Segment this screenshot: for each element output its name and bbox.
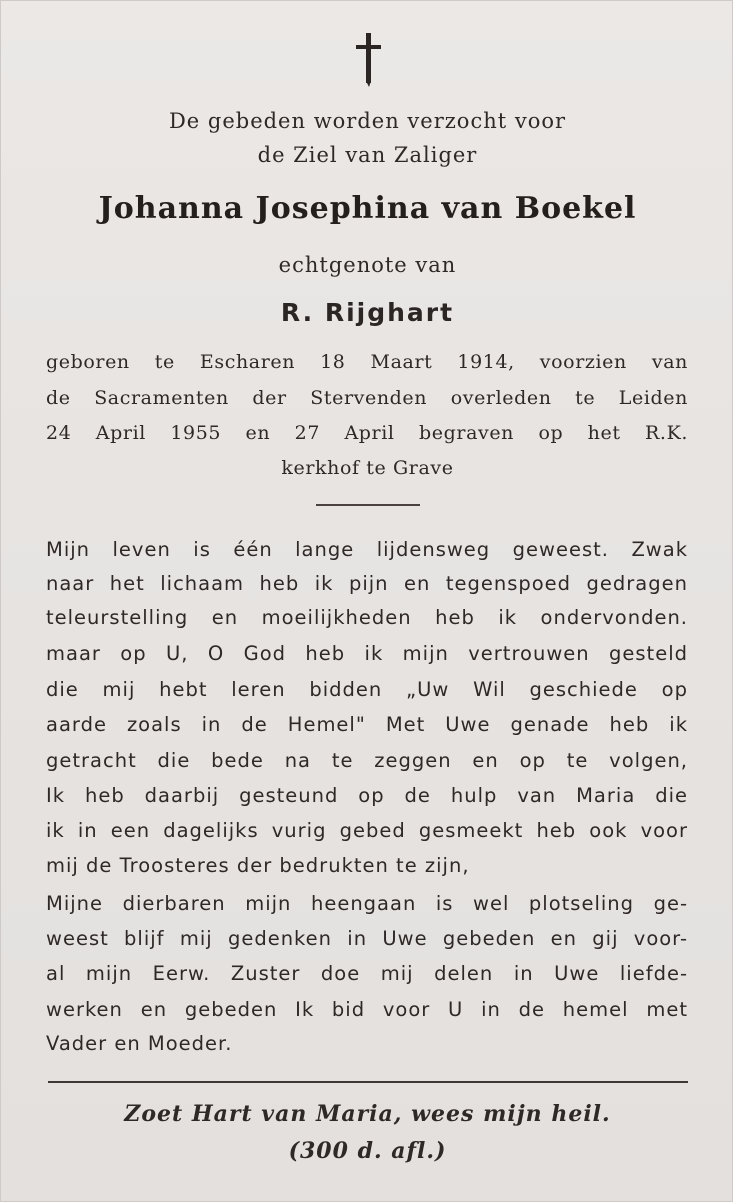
poem-line-12: weest blijf mij gedenken in Uwe gebeden en gij voor- (46, 927, 688, 950)
poem-line-3: teleurstelling en moeilijkheden heb ik ondervonden. (46, 606, 688, 629)
biography-line-4: kerkhof te Grave (281, 457, 454, 479)
indulgence-note: (300 d. afl.) (288, 1138, 447, 1164)
poem-line-6: aarde zoals in de Hemel" Met Uwe genade heb ik (46, 713, 688, 736)
poem-line-1: Mijn leven is één lange lijdensweg geweest. Zwak (46, 538, 688, 561)
poem-line-13: al mijn Eerw. Zuster doe mij delen in Uwe liefde- (46, 962, 688, 985)
poem-line-8: Ik heb daarbij gesteund op de hulp van Maria die (46, 784, 688, 807)
deceased-name: Johanna Josephina van Boekel (98, 191, 637, 226)
divider-long (48, 1081, 688, 1083)
divider-short (316, 504, 420, 506)
poem-line-11: Mijne dierbaren mijn heengaan is wel plotseling ge- (46, 892, 688, 915)
poem-line-7: getracht die bede na te zeggen en op te volgen, (46, 749, 688, 772)
relation-text: echtgenote van (278, 253, 457, 277)
poem-line-14: werken en gebeden Ik bid voor U in de hemel met (46, 998, 688, 1021)
cross-icon (351, 31, 387, 87)
intro-line-2: de Ziel van Zaliger (257, 143, 478, 167)
poem-line-5: die mij hebt leren bidden „Uw Wil geschiede op (46, 678, 688, 701)
biography-line-2: de Sacramenten der Stervenden overleden te Leiden (46, 387, 688, 409)
biography-line-1: geboren te Escharen 18 Maart 1914, voorzien van (46, 351, 688, 373)
closing-prayer: Zoet Hart van Maria, wees mijn heil. (124, 1101, 611, 1127)
poem-line-4: maar op U, O God heb ik mijn vertrouwen gesteld (46, 642, 688, 665)
poem-line-10: mij de Troosteres der bedrukten te zijn, (46, 854, 470, 877)
poem-line-9: ik in een dagelijks vurig gebed gesmeekt heb ook voor (46, 819, 688, 842)
spouse-name: R. Rijghart (280, 298, 455, 327)
biography-line-3: 24 April 1955 en 27 April begraven op het R.K. (46, 422, 688, 444)
intro-line-1: De gebeden worden verzocht voor (168, 109, 567, 133)
poem-line-2: naar het lichaam heb ik pijn en tegenspoed gedragen (46, 572, 688, 595)
poem-line-15: Vader en Moeder. (46, 1032, 233, 1055)
